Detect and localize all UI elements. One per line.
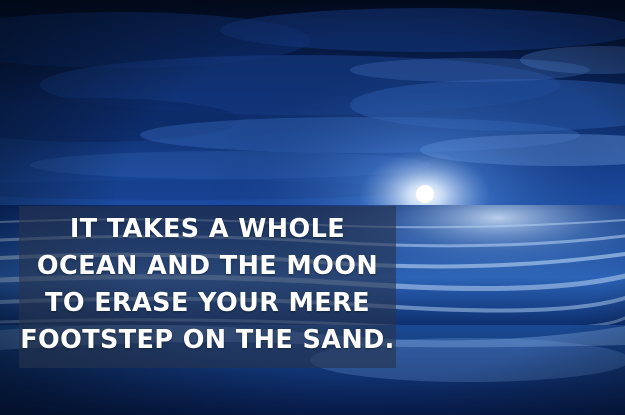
quote-line-1: IT TAKES A WHOLE: [69, 214, 346, 244]
quote-box: [19, 206, 396, 368]
quote-line-4: FOOTSTEP ON THE SAND.: [20, 325, 395, 355]
quote-line-2: OCEAN AND THE MOON: [36, 251, 379, 281]
quote-line-3: TO ERASE YOUR MERE: [45, 288, 370, 318]
